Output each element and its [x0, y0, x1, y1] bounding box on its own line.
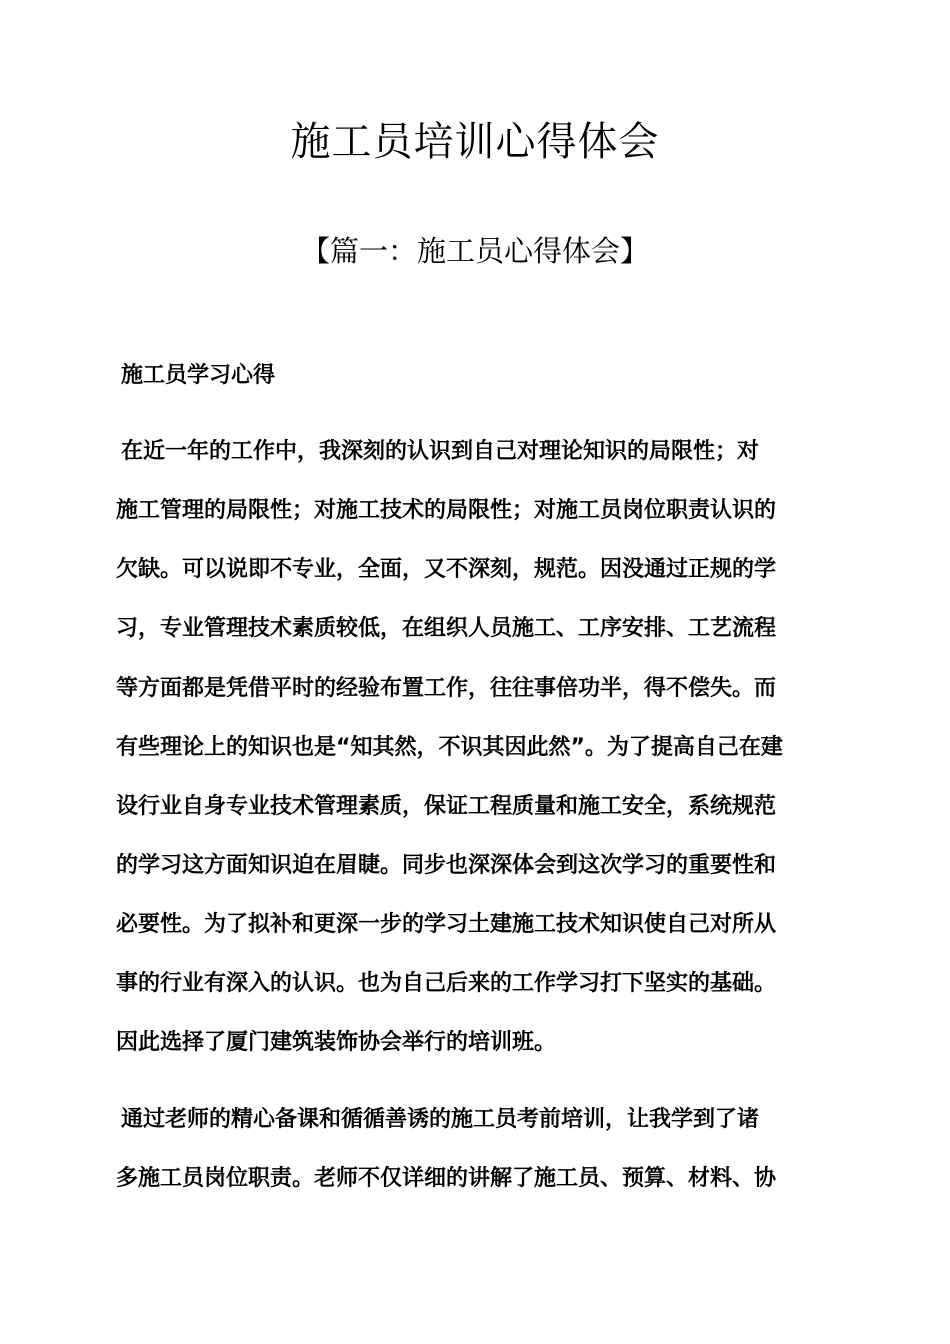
paragraph-line: 因此选择了厦门建筑装饰协会举行的培训班。: [116, 1030, 557, 1055]
paragraph-line: 通过老师的精心备课和循循善诱的施工员考前培训，让我学到了诸: [121, 1107, 760, 1132]
paragraph-line: 习，专业管理技术素质较低，在组织人员施工、工序安排、工艺流程: [116, 616, 777, 641]
paragraph-line: 必要性。为了拟补和更深一步的学习土建施工技术知识使自己对所从: [116, 912, 777, 937]
paragraph-line: 在近一年的工作中，我深刻的认识到自己对理论知识的局限性；对: [121, 439, 760, 464]
document-title: 施工员培训心得体会: [290, 119, 660, 165]
paragraph-line: 有些理论上的知识也是“知其然，不识其因此然”。为了提高自己在建: [116, 735, 783, 760]
sub-heading: 施工员学习心得: [121, 363, 276, 388]
paragraph-line: 多施工员岗位职责。老师不仅详细的讲解了施工员、预算、材料、协: [116, 1166, 777, 1191]
section-title: 【篇一：施工员心得体会】: [300, 234, 649, 268]
paragraph-line: 等方面都是凭借平时的经验布置工作，往往事倍功半，得不偿失。而: [116, 676, 777, 701]
paragraph-line: 施工管理的局限性；对施工技术的局限性；对施工员岗位职责认识的: [116, 498, 777, 523]
paragraph-line: 事的行业有深入的认识。也为自己后来的工作学习打下坚实的基础。: [116, 971, 777, 996]
paragraph-line: 的学习这方面知识迫在眉睫。同步也深深体会到这次学习的重要性和: [116, 853, 777, 878]
paragraph-line: 欠缺。可以说即不专业，全面，又不深刻，规范。因没通过正规的学: [116, 557, 777, 582]
paragraph-line: 设行业自身专业技术管理素质，保证工程质量和施工安全，系统规范: [116, 794, 777, 819]
